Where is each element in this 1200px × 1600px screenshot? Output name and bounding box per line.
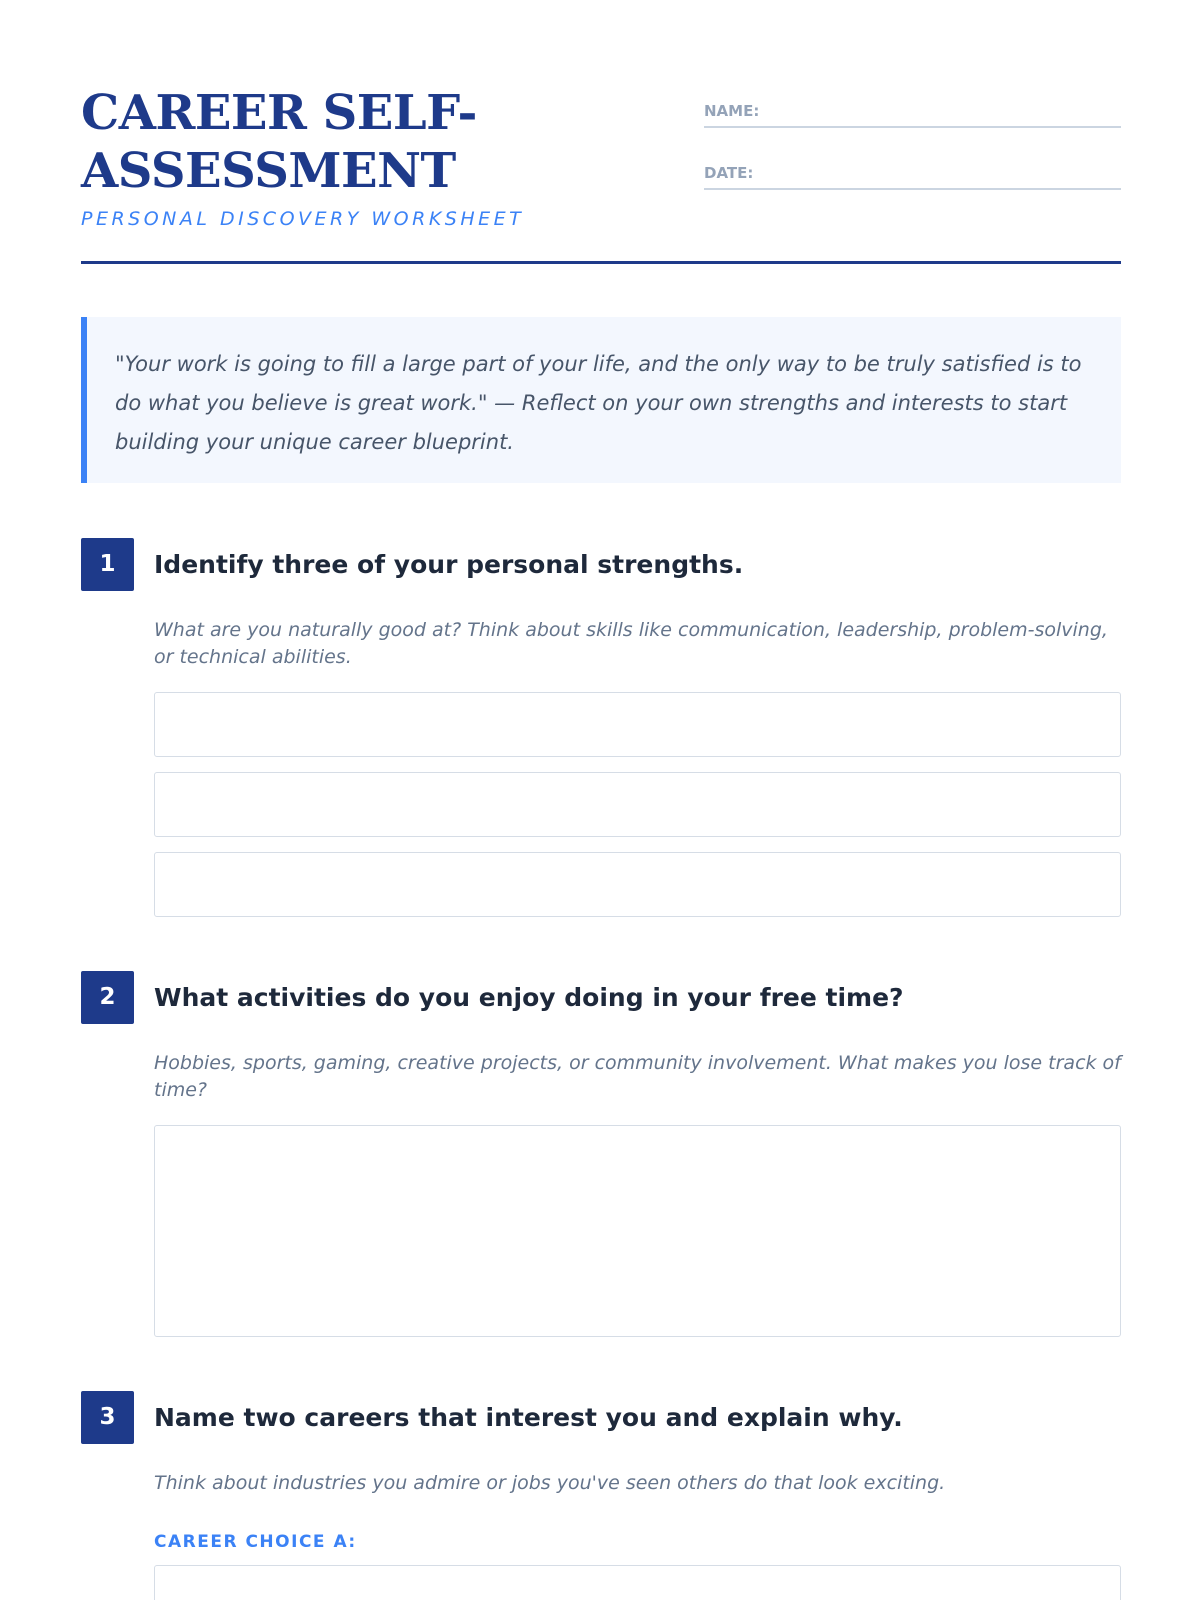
strength-answer-2[interactable] xyxy=(154,772,1121,837)
question-3-number: 3 xyxy=(81,1391,134,1444)
question-2-title: What activities do you enjoy doing in your free time? xyxy=(154,983,904,1012)
question-3-hint: Think about industries you admire or jobs you've seen others do that look exciting. xyxy=(154,1472,946,1494)
worksheet-header xyxy=(81,0,1121,264)
free-time-answer[interactable] xyxy=(154,1125,1121,1337)
strength-answer-1[interactable] xyxy=(154,692,1121,757)
page-title xyxy=(81,84,601,200)
intro-quote xyxy=(81,317,1121,483)
question-1-title: Identify three of your personal strengths. xyxy=(154,550,744,579)
worksheet-page xyxy=(81,0,1121,1600)
career-choice-a-label: CAREER CHOICE A: xyxy=(154,1532,357,1552)
question-3-title: Name two careers that interest you and explain why. xyxy=(154,1403,903,1432)
name-label: NAME: xyxy=(704,102,760,120)
question-1-number: 1 xyxy=(81,538,134,591)
career-choice-a-answer[interactable] xyxy=(154,1565,1121,1600)
title-line-2: ASSESSMENT xyxy=(81,143,456,199)
name-field[interactable] xyxy=(704,94,1121,128)
question-1-hint: What are you naturally good at? Think about skills like communication, leadership, problem-solving, or technical abilities. xyxy=(154,619,1108,668)
question-2-hint: Hobbies, sports, gaming, creative projects, or community involvement. What makes you lose track of time? xyxy=(154,1052,1121,1101)
quote-text: "Your work is going to fill a large part of your life, and the only way to be truly satisfied is to do what you believe is great work." — Reflect on your own strengths and interests to start building your unique career blueprint. xyxy=(115,352,1082,454)
strength-answer-3[interactable] xyxy=(154,852,1121,917)
page-subtitle: PERSONAL DISCOVERY WORKSHEET xyxy=(81,208,525,230)
title-line-1: CAREER SELF- xyxy=(81,85,477,141)
question-2-number: 2 xyxy=(81,971,134,1024)
date-field[interactable] xyxy=(704,156,1121,190)
date-label: DATE: xyxy=(704,164,754,182)
